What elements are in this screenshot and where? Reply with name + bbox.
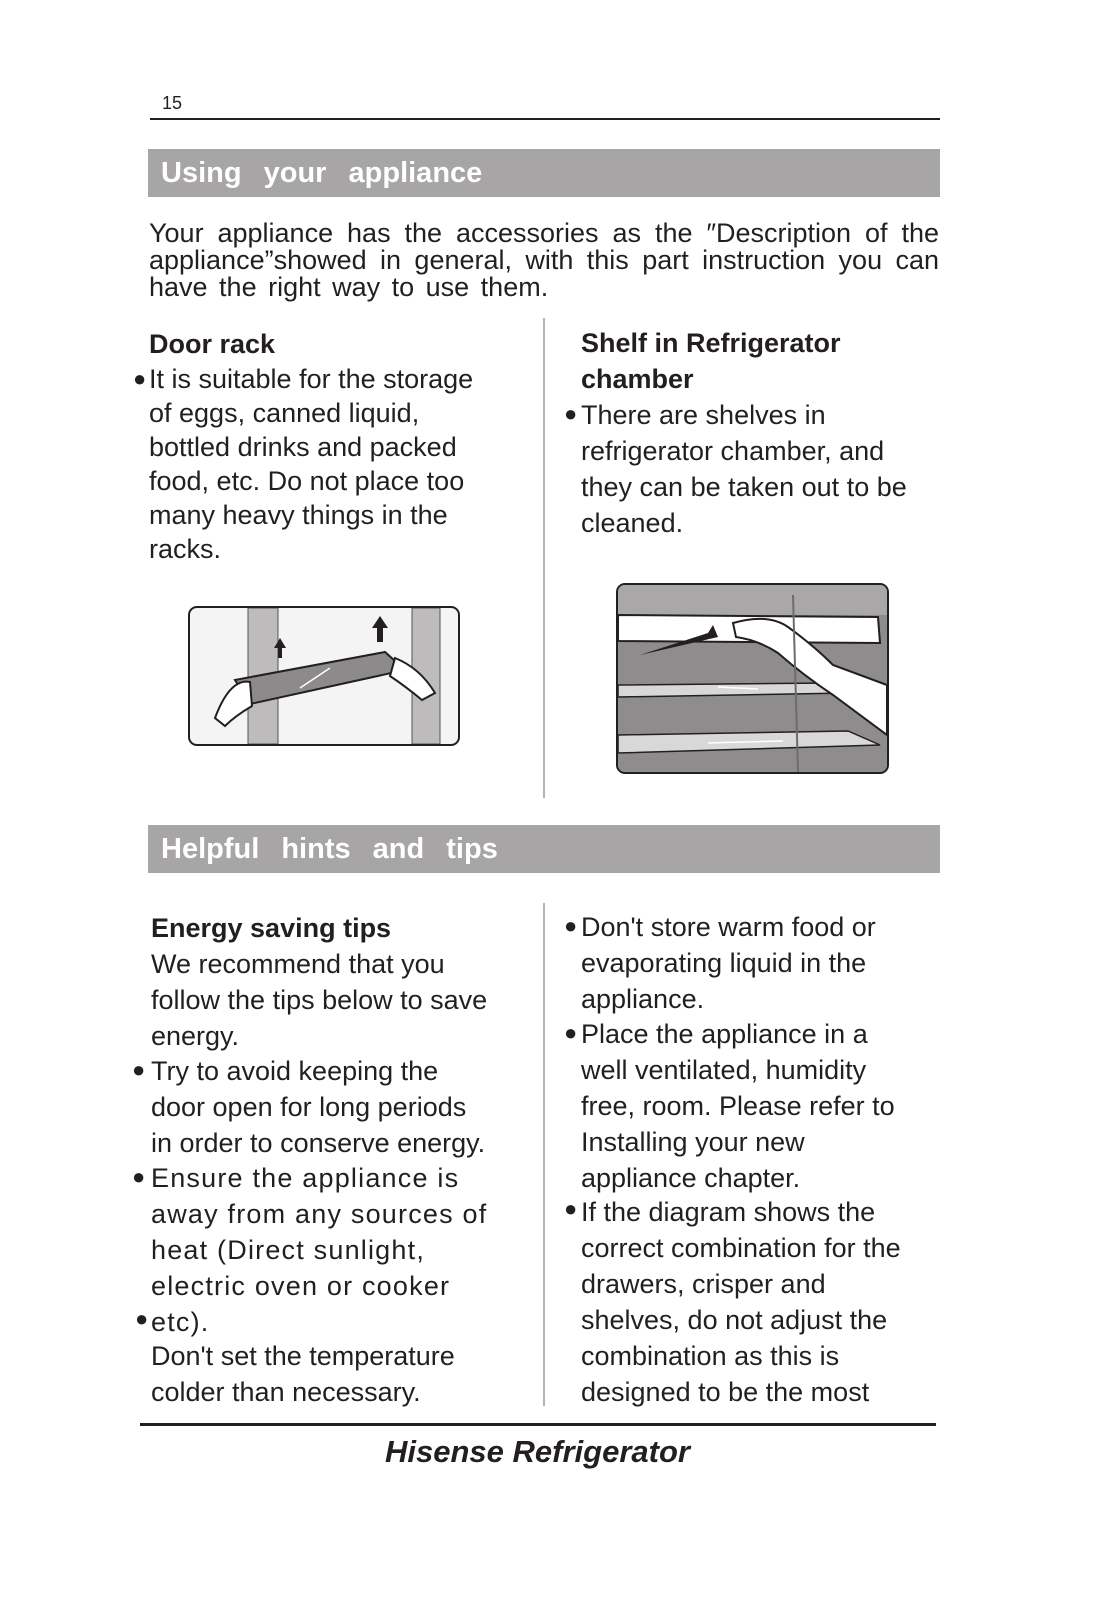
door-rack-heading: Door rack (149, 329, 276, 359)
bullet-dot: ● (564, 1196, 578, 1221)
text-line: evaporating liquid in the (581, 948, 867, 978)
text-line: designed to be the most (581, 1377, 870, 1407)
bullet-dot: ● (132, 1164, 147, 1189)
text-line: There are shelves in (581, 400, 826, 430)
door-rack-text (133, 362, 529, 566)
footer-brand: Hisense Refrigerator (385, 1434, 690, 1469)
door-rack-drawing (190, 608, 458, 744)
text-line: cleaned. (581, 508, 684, 538)
bullet-dot: ● (133, 366, 147, 391)
shelf-heading-line1: Shelf in Refrigerator (581, 328, 841, 358)
energy-bullet-2 (132, 1160, 531, 1340)
text-line: etc). (151, 1307, 210, 1337)
text-line: appliance chapter. (581, 1163, 801, 1193)
text-line: Don't store warm food or (581, 912, 876, 942)
bullet-dot: ● (132, 1057, 146, 1082)
text-line: Installing your new (581, 1127, 805, 1157)
text-line: It is suitable for the storage (149, 364, 474, 394)
text-line: Try to avoid keeping the (151, 1056, 439, 1086)
text-line: away from any sources of (151, 1199, 488, 1229)
text-line: in order to conserve energy. (151, 1128, 486, 1158)
text-line: Ensure the appliance is (151, 1163, 460, 1193)
text-line: Place the appliance in a (581, 1019, 868, 1049)
shelf-heading-line2: chamber (581, 364, 694, 394)
bottom-rule (140, 1423, 936, 1426)
column-divider (543, 903, 545, 1406)
text-line: If the diagram shows the (581, 1197, 876, 1227)
text-line: colder than necessary. (151, 1377, 421, 1407)
text-line: electric oven or cooker (151, 1271, 451, 1301)
text-line: door open for long periods (151, 1092, 467, 1122)
bullet-dot: ● (564, 401, 578, 426)
section-title-helpful-hints: Helpful hints and tips (148, 825, 940, 873)
tips-bullet-3 (564, 1194, 941, 1410)
shelf-drawing (618, 585, 887, 772)
bullet-dot: ● (135, 1306, 150, 1331)
text-line: Don't set the temperature (151, 1341, 455, 1371)
top-rule (150, 118, 940, 120)
text-line: well ventilated, humidity (581, 1055, 867, 1085)
shelf-illustration (616, 583, 889, 774)
text-line: racks. (149, 534, 222, 564)
bullet-dot: ● (564, 913, 578, 938)
text-line: energy. (151, 1021, 240, 1051)
text-line: heat (Direct sunlight, (151, 1235, 426, 1265)
tips-bullet-2 (564, 1016, 941, 1196)
text-line: many heavy things in the (149, 500, 448, 530)
page-number: 15 (162, 93, 183, 113)
energy-intro (151, 946, 531, 1054)
intro-paragraph: Your appliance has the accessories as the ″Description of the appliance”showed in general, with this part instruction you can have the right way to use them. (149, 218, 939, 302)
text-line: refrigerator chamber, and (581, 436, 885, 466)
shelf-text (564, 397, 941, 541)
text-line: bottled drinks and packed (149, 432, 457, 462)
text-line: follow the tips below to save (151, 985, 488, 1015)
text-line: We recommend that you (151, 949, 445, 979)
bullet-dot: ● (564, 1020, 578, 1045)
text-line: appliance. (581, 984, 705, 1014)
door-rack-illustration (188, 606, 460, 746)
section-title-using-appliance: Using your appliance (148, 149, 940, 197)
energy-bullet-1 (132, 1053, 531, 1161)
text-line: combination as this is (581, 1341, 840, 1371)
column-divider (543, 318, 545, 798)
text-line: correct combination for the (581, 1233, 901, 1263)
energy-bullet-3 (151, 1338, 531, 1410)
text-line: of eggs, canned liquid, (149, 398, 420, 428)
text-line: free, room. Please refer to (581, 1091, 895, 1121)
text-line: they can be taken out to be (581, 472, 907, 502)
tips-bullet-1 (564, 909, 941, 1017)
text-line: drawers, crisper and (581, 1269, 826, 1299)
text-line: shelves, do not adjust the (581, 1305, 888, 1335)
energy-saving-heading: Energy saving tips (151, 913, 392, 943)
text-line: food, etc. Do not place too (149, 466, 465, 496)
